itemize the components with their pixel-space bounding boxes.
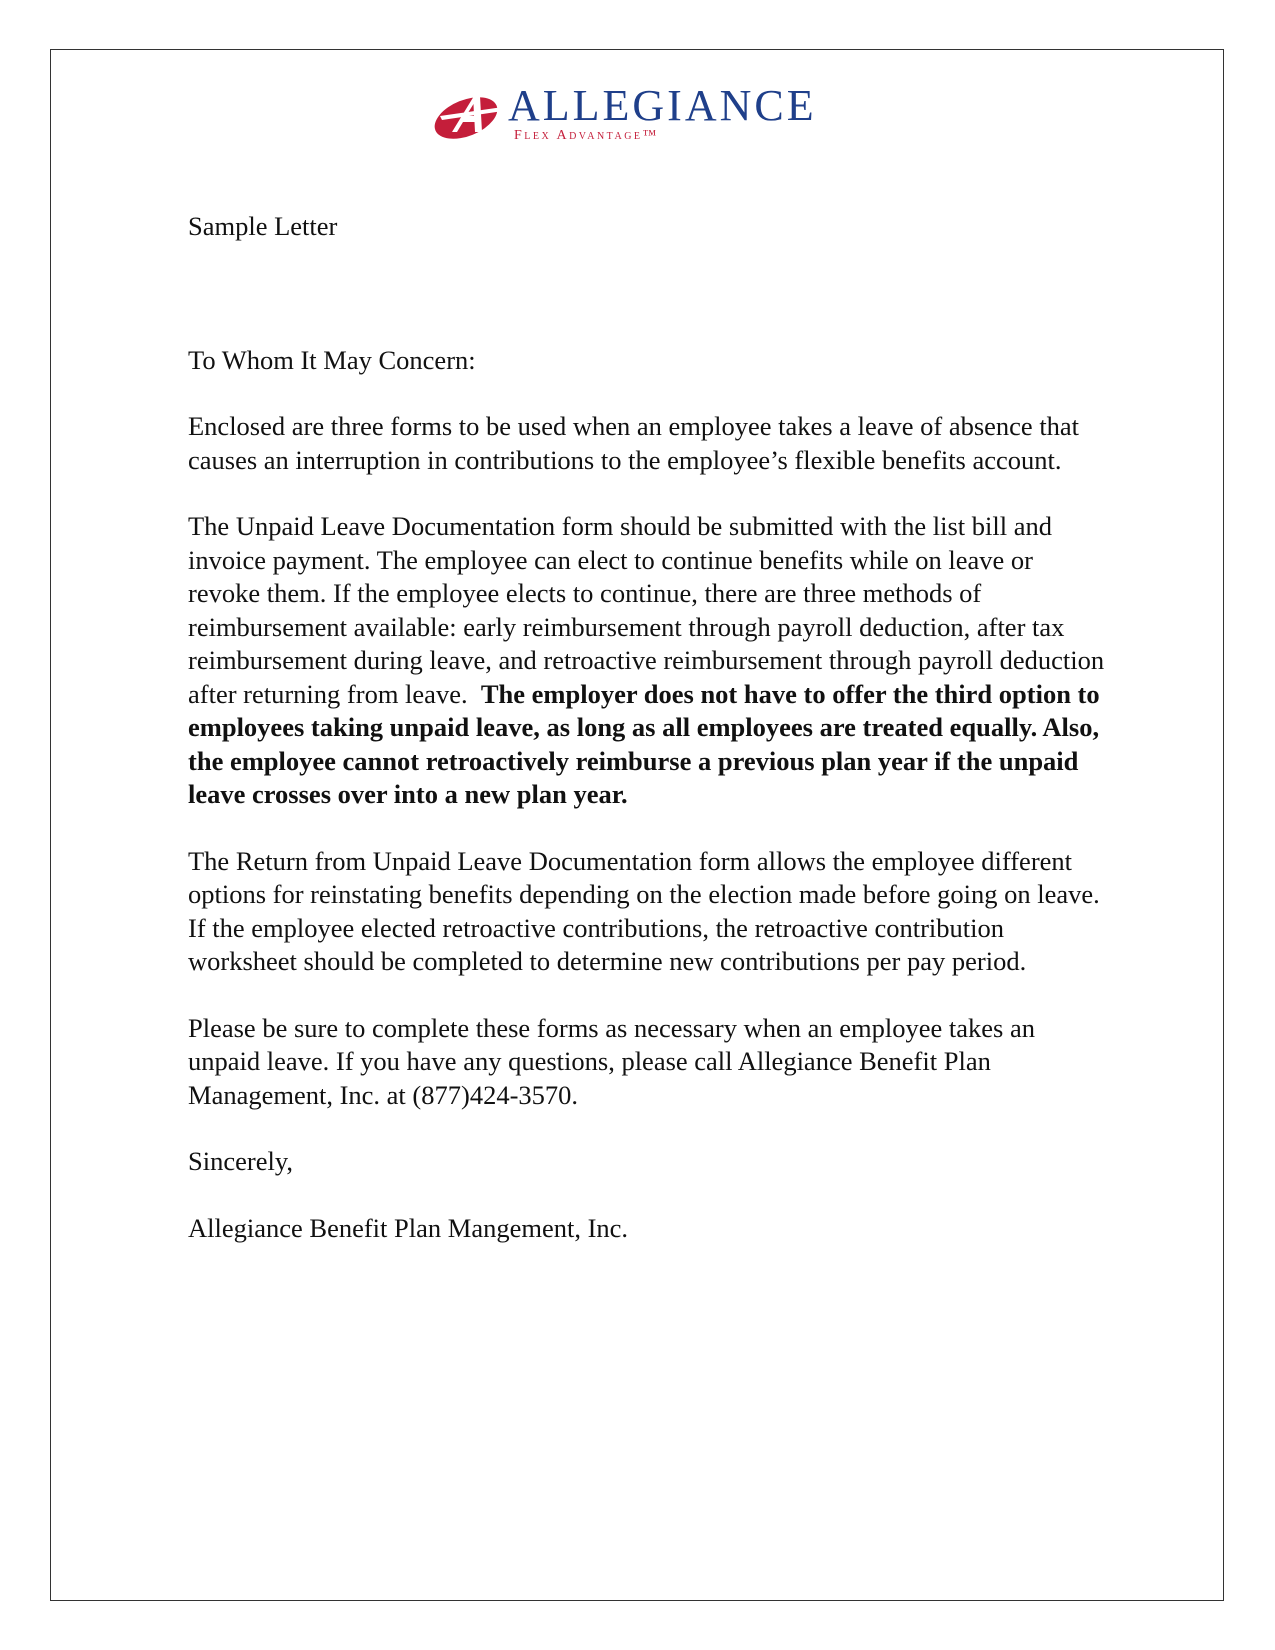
allegiance-logo-icon <box>430 86 516 146</box>
paragraph-unpaid-leave-regular: The Unpaid Leave Documentation form should be submitted with the list bill and invoice payment. The employee can elect to continue benefits while on leave or revoke them. If the employee elects to continue, there are three methods of reimbursement available: early reimbursement through payroll deduction, after tax reimbursement during leave, and retroactive reimbursement through payroll deduction after returning from leave. <box>188 511 1105 709</box>
paragraph-contact: Please be sure to complete these forms as necessary when an employee takes an unpaid leave. If you have any questions, please call Allegiance Benefit Plan Management, Inc. at (877)424-3570. <box>188 1012 1035 1110</box>
salutation: To Whom It May Concern: <box>188 344 476 375</box>
paragraph-forms-intro: Enclosed are three forms to be used when an employee takes a leave of absence that causes an interruption in contributions to the employee’s flexible benefits account. <box>188 411 1080 475</box>
closing: Sincerely, <box>188 1146 293 1176</box>
letter-heading: Sample Letter <box>188 211 338 241</box>
letter-body <box>188 210 1108 1245</box>
paragraph-unpaid-leave <box>188 510 1108 812</box>
brand-name: ALLEGIANCE <box>508 81 817 130</box>
signature: Allegiance Benefit Plan Mangement, Inc. <box>188 1212 629 1243</box>
paragraph-return-from-leave: The Return from Unpaid Leave Documentation form allows the employee different options for reinstating benefits depending on the election made before going on leave. If the employee elected retroactive contributions, the retroactive contribution worksheet should be completed to determine new contributions per pay period. <box>188 845 1100 976</box>
brand-logo <box>430 82 830 152</box>
paragraph-unpaid-leave-bold: The employer does not have to offer the third option to employees taking unpaid leave, as long as all employees are treated equally. Also, the employee cannot retroactively reimburse a previous plan year if the unpaid leave crosses over into a new plan year. <box>188 678 1100 809</box>
brand-subtitle: Flex Advantage™ <box>514 128 659 143</box>
